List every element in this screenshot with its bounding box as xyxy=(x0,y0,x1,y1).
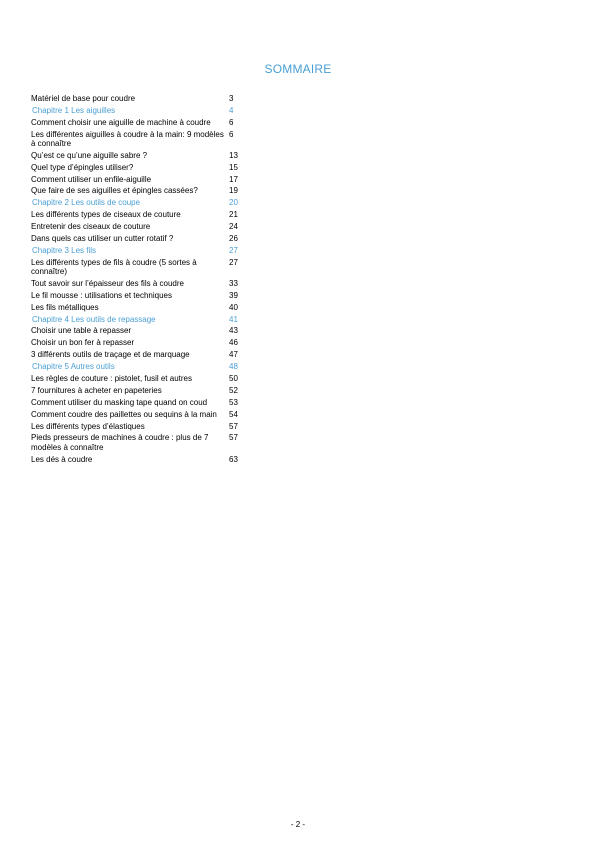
toc-entry xyxy=(31,234,245,243)
toc-entry-page-number: 53 xyxy=(229,397,238,407)
toc-entry xyxy=(31,410,245,419)
toc-entry-title: 3 différents outils de traçage et de marquage xyxy=(31,350,190,360)
toc-chapter-heading xyxy=(31,246,245,255)
toc-entry xyxy=(31,350,245,359)
toc-entry-title: Qu’est ce qu’une aiguille sabre ? xyxy=(31,150,148,160)
table-of-contents xyxy=(31,94,245,466)
toc-entry-page-number: 57 xyxy=(229,433,238,443)
toc-entry xyxy=(31,175,245,184)
toc-entry-page-number: 39 xyxy=(229,290,238,300)
page-title: SOMMAIRE xyxy=(264,62,332,76)
toc-entry-page-number: 19 xyxy=(229,186,238,196)
toc-entry-title: Entretenir des ciseaux de couture xyxy=(31,222,151,232)
toc-entry-page-number: 15 xyxy=(229,162,238,172)
toc-entry-title: Comment coudre des paillettes ou sequins à la main xyxy=(31,409,217,419)
toc-entry-page-number: 43 xyxy=(229,326,238,336)
toc-entry-page-number: 26 xyxy=(229,234,238,243)
toc-entry xyxy=(31,94,245,103)
toc-entry-page-number: 54 xyxy=(229,409,238,419)
toc-entry xyxy=(31,151,245,160)
toc-entry-title: Pieds presseurs de machines à coudre : plus de 7 modèles à connaître xyxy=(31,433,209,452)
toc-entry xyxy=(31,210,245,219)
toc-entry-title: Comment choisir une aiguille de machine à coudre xyxy=(31,117,211,127)
toc-entry-title: Chapitre 1 Les aiguilles xyxy=(32,105,116,115)
toc-entry-page-number: 46 xyxy=(229,338,238,348)
toc-entry xyxy=(31,422,245,431)
toc-entry-page-number: 33 xyxy=(229,278,238,288)
toc-entry-title: Chapitre 2 Les outils de coupe xyxy=(32,198,141,208)
toc-entry-page-number: 52 xyxy=(229,385,238,395)
toc-entry-title: Que faire de ses aiguilles et épingles cassées? xyxy=(31,186,198,196)
toc-entry xyxy=(31,326,245,335)
toc-entry-page-number: 21 xyxy=(229,210,238,220)
toc-entry xyxy=(31,386,245,395)
toc-entry-title: Les différents types d’élastiques xyxy=(31,421,145,431)
toc-entry xyxy=(31,374,245,383)
toc-entry xyxy=(31,118,245,127)
toc-entry-title: 7 fournitures à acheter en papeteries xyxy=(31,385,162,395)
toc-entry-title: Les dés à coudre xyxy=(31,454,93,464)
toc-entry-page-number: 48 xyxy=(229,362,238,372)
toc-entry-title: Dans quels cas utiliser un cutter rotatif ? xyxy=(31,234,174,243)
toc-entry-title: Chapitre 4 Les outils de repassage xyxy=(32,314,156,324)
toc-entry-title: Chapitre 3 Les fils xyxy=(32,245,97,255)
toc-chapter-heading xyxy=(31,198,245,207)
toc-entry-title: Le fil mousse : utilisations et techniques xyxy=(31,290,172,300)
toc-entry-title: Les différents types de ciseaux de couture xyxy=(31,210,181,220)
toc-entry xyxy=(31,455,245,464)
toc-entry-page-number: 40 xyxy=(229,302,238,312)
page-number: - 2 - xyxy=(290,820,306,829)
toc-entry xyxy=(31,130,245,148)
toc-entry-page-number: 6 xyxy=(229,117,234,127)
toc-entry-title: Matériel de base pour coudre xyxy=(31,94,136,103)
toc-entry xyxy=(31,163,245,172)
toc-entry-page-number: 6 xyxy=(229,129,234,139)
toc-entry-title: Les différents types de fils à coudre (5 sortes à connaître) xyxy=(31,257,197,276)
toc-entry-page-number: 57 xyxy=(229,421,238,431)
toc-entry-page-number: 27 xyxy=(229,257,238,267)
toc-entry-page-number: 27 xyxy=(229,245,238,255)
toc-entry xyxy=(31,433,245,451)
toc-entry xyxy=(31,222,245,231)
toc-entry xyxy=(31,186,245,195)
toc-entry xyxy=(31,258,245,276)
toc-entry-page-number: 3 xyxy=(229,94,234,103)
toc-entry-page-number: 24 xyxy=(229,222,238,232)
toc-entry-title: Les fils métalliques xyxy=(31,302,99,312)
toc-entry-title: Comment utiliser un enfile-aiguille xyxy=(31,174,152,184)
toc-entry-page-number: 20 xyxy=(229,198,238,208)
toc-entry-page-number: 4 xyxy=(229,105,234,115)
toc-entry-page-number: 41 xyxy=(229,314,238,324)
toc-entry-title: Choisir un bon fer à repasser xyxy=(31,338,135,348)
toc-entry xyxy=(31,303,245,312)
toc-entry-title: Quel type d’épingles utiliser? xyxy=(31,162,134,172)
toc-entry-title: Chapitre 5 Autres outils xyxy=(32,362,115,372)
toc-entry xyxy=(31,291,245,300)
toc-entry-title: Choisir une table à repasser xyxy=(31,326,132,336)
toc-chapter-heading xyxy=(31,315,245,324)
toc-entry xyxy=(31,338,245,347)
toc-entry-page-number: 47 xyxy=(229,350,238,360)
toc-entry-title: Les règles de couture : pistolet, fusil et autres xyxy=(31,374,192,383)
toc-chapter-heading xyxy=(31,362,245,371)
toc-entry xyxy=(31,279,245,288)
toc-entry-title: Tout savoir sur l’épaisseur des fils à coudre xyxy=(31,278,184,288)
toc-chapter-heading xyxy=(31,106,245,115)
toc-entry xyxy=(31,398,245,407)
toc-entry-title: Comment utiliser du masking tape quand on coud xyxy=(31,397,208,407)
toc-entry-page-number: 63 xyxy=(229,454,238,464)
toc-entry-page-number: 50 xyxy=(229,374,238,383)
toc-entry-page-number: 17 xyxy=(229,174,238,184)
toc-entry-title: Les différentes aiguilles à coudre à la main: 9 modèles à connaître xyxy=(31,129,224,148)
toc-entry-page-number: 13 xyxy=(229,150,238,160)
